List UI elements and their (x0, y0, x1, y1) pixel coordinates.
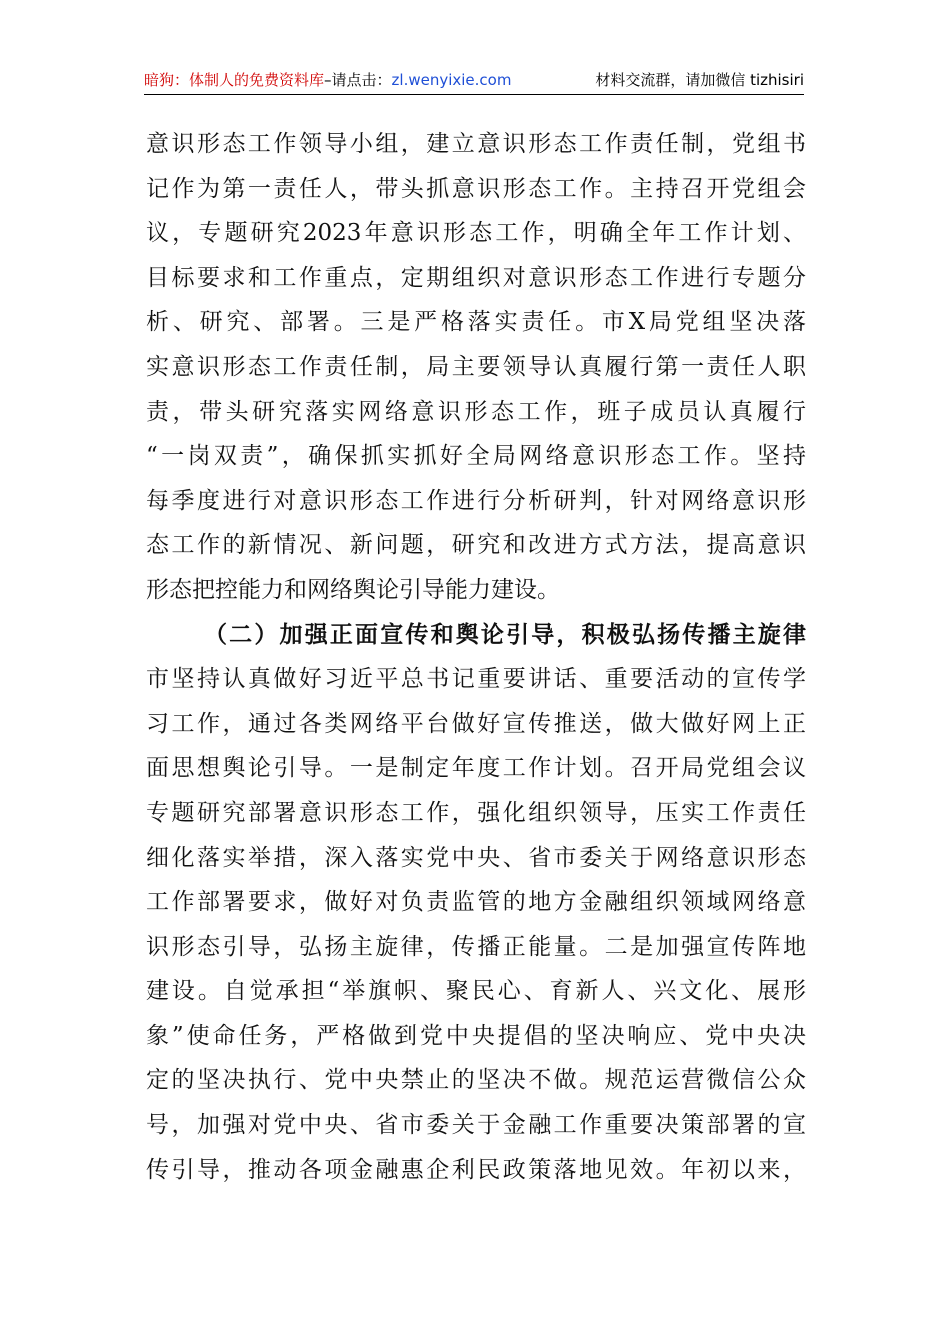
paragraph-line: 析、研究、部署。三是严格落实责任。市X局党组坚决落 (146, 309, 806, 336)
header-link[interactable]: zl.wenyixie.com (391, 71, 512, 89)
paragraph-line: 实意识形态工作责任制，局主要领导认真履行第一责任人职 (146, 353, 806, 380)
paragraph-line: 细化落实举措，深入落实党中央、省市委关于网络意识形态 (146, 844, 806, 871)
paragraph-line: 传引导，推动各项金融惠企利民政策落地见效。年初以来， (146, 1156, 806, 1183)
paragraph-line: 号，加强对党中央、省市委关于金融工作重要决策部署的宣 (146, 1112, 806, 1139)
paragraph-line: 每季度进行对意识形态工作进行分析研判，针对网络意识形 (146, 487, 806, 514)
paragraph-line: 定的坚决执行、党中央禁止的坚决不做。规范运营微信公众 (146, 1067, 806, 1094)
paragraph-line: 形态把控能力和网络舆论引导能力建设。 (146, 576, 560, 603)
page-header (144, 66, 804, 95)
paragraph-line: 市坚持认真做好习近平总书记重要讲话、重要活动的宣传学 (146, 666, 806, 693)
paragraph-line: 责，带头研究落实网络意识形态工作，班子成员认真履行 (146, 398, 806, 425)
paragraph-line: “一岗双责”，确保抓实抓好全局网络意识形态工作。坚持 (146, 443, 806, 470)
header-contact: 材料交流群，请加微信 tizhisiri (595, 71, 804, 89)
paragraph-line: 面思想舆论引导。一是制定年度工作计划。召开局党组会议 (146, 755, 806, 782)
paragraph-line: 习工作，通过各类网络平台做好宣传推送，做大做好网上正 (146, 710, 806, 737)
header-brand: 暗狗：体制人的免费资料库 (144, 71, 325, 89)
paragraph-line: 象”使命任务，严格做到党中央提倡的坚决响应、党中央决 (146, 1022, 806, 1049)
paragraph-line: 态工作的新情况、新问题，研究和改进方式方法，提高意识 (146, 532, 806, 559)
header-prompt: –请点击： (324, 71, 392, 89)
paragraph-line: 记作为第一责任人，带头抓意识形态工作。主持召开党组会 (146, 175, 806, 202)
document-body (146, 122, 806, 1192)
paragraph-line: 目标要求和工作重点，定期组织对意识形态工作进行专题分 (146, 264, 806, 291)
paragraph-line: 议，专题研究2023年意识形态工作，明确全年工作计划、 (146, 220, 806, 247)
paragraph-line: 工作部署要求，做好对负责监管的地方金融组织领域网络意 (146, 889, 806, 916)
paragraph-line: 意识形态工作领导小组，建立意识形态工作责任制，党组书 (146, 131, 806, 157)
paragraph-line: 建设。自觉承担“举旗帜、聚民心、育新人、兴文化、展形 (146, 978, 806, 1005)
paragraph-line: 专题研究部署意识形态工作，强化组织领导，压实工作责任 (146, 799, 806, 826)
section-heading: （二）加强正面宣传和舆论引导，积极弘扬传播主旋律 (204, 620, 806, 648)
paragraph-line: 识形态引导，弘扬主旋律，传播正能量。二是加强宣传阵地 (146, 933, 806, 960)
